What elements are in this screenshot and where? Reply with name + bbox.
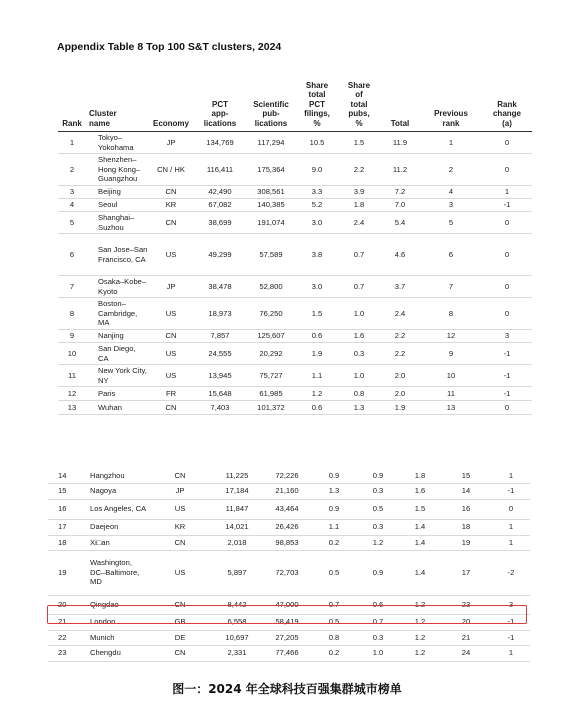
rank-cell: 15 bbox=[48, 483, 82, 499]
scientific-publications-cell: 57,589 bbox=[246, 234, 296, 276]
economy-cell: CN bbox=[148, 595, 212, 614]
pct-applications-cell: 67,082 bbox=[194, 199, 246, 212]
scientific-publications-cell: 72,226 bbox=[262, 469, 312, 483]
previous-rank-cell: 10 bbox=[420, 365, 482, 387]
total-cell: 1.2 bbox=[400, 630, 440, 645]
share-pct-cell: 10.5 bbox=[296, 132, 338, 154]
header-previous-rank: Previous rank bbox=[420, 70, 482, 132]
share-pubs-cell: 0.3 bbox=[356, 483, 400, 499]
share-pct-cell: 0.5 bbox=[312, 614, 356, 630]
economy-cell: CN bbox=[148, 186, 194, 199]
rank-change-cell: 0 bbox=[492, 499, 530, 519]
scientific-publications-cell: 47,000 bbox=[262, 595, 312, 614]
previous-rank-cell: 24 bbox=[440, 645, 492, 661]
pct-applications-cell: 49,299 bbox=[194, 234, 246, 276]
scientific-publications-cell: 98,853 bbox=[262, 535, 312, 550]
economy-cell: US bbox=[148, 343, 194, 365]
scientific-publications-cell: 77,466 bbox=[262, 645, 312, 661]
pct-applications-cell: 5,897 bbox=[212, 550, 262, 595]
share-pct-cell: 0.6 bbox=[296, 401, 338, 415]
share-pct-cell: 9.0 bbox=[296, 154, 338, 186]
economy-cell: GB bbox=[148, 614, 212, 630]
share-pubs-cell: 0.7 bbox=[338, 234, 380, 276]
figure-caption: 图一：2024 年全球科技百强集群城市榜单 bbox=[172, 682, 402, 696]
share-pubs-cell: 1.6 bbox=[338, 330, 380, 343]
table-row bbox=[48, 499, 530, 519]
pct-applications-cell: 38,699 bbox=[194, 212, 246, 234]
previous-rank-cell: 1 bbox=[420, 132, 482, 154]
share-pct-cell: 1.5 bbox=[296, 298, 338, 330]
share-pct-cell: 0.9 bbox=[312, 469, 356, 483]
pct-applications-cell: 7,403 bbox=[194, 401, 246, 415]
rank-change-cell: 0 bbox=[482, 154, 532, 186]
rank-change-cell: 3 bbox=[482, 330, 532, 343]
previous-rank-cell: 16 bbox=[440, 499, 492, 519]
scientific-publications-cell: 75,727 bbox=[246, 365, 296, 387]
rank-change-cell: -1 bbox=[492, 630, 530, 645]
pct-applications-cell: 14,021 bbox=[212, 519, 262, 535]
scientific-publications-cell: 175,364 bbox=[246, 154, 296, 186]
header-share-pct: Share total PCT filings, % bbox=[296, 70, 338, 132]
share-pubs-cell: 0.7 bbox=[356, 614, 400, 630]
scientific-publications-cell: 308,561 bbox=[246, 186, 296, 199]
pct-applications-cell: 116,411 bbox=[194, 154, 246, 186]
rank-cell: 11 bbox=[58, 365, 86, 387]
share-pct-cell: 3.8 bbox=[296, 234, 338, 276]
total-cell: 1.2 bbox=[400, 645, 440, 661]
cluster-name-cell: Hangzhou bbox=[82, 469, 148, 483]
pct-applications-cell: 38,478 bbox=[194, 276, 246, 298]
previous-rank-cell: 8 bbox=[420, 298, 482, 330]
share-pct-cell: 0.7 bbox=[312, 595, 356, 614]
scientific-publications-cell: 20,292 bbox=[246, 343, 296, 365]
economy-cell: US bbox=[148, 298, 194, 330]
scientific-publications-cell: 191,074 bbox=[246, 212, 296, 234]
total-cell: 1.4 bbox=[400, 519, 440, 535]
economy-cell: CN bbox=[148, 645, 212, 661]
share-pct-cell: 1.2 bbox=[296, 387, 338, 401]
rank-cell: 10 bbox=[58, 343, 86, 365]
rank-cell: 13 bbox=[58, 401, 86, 415]
pct-applications-cell: 134,769 bbox=[194, 132, 246, 154]
share-pubs-cell: 2.2 bbox=[338, 154, 380, 186]
rank-cell: 18 bbox=[48, 535, 82, 550]
total-cell: 5.4 bbox=[380, 212, 420, 234]
table-row bbox=[58, 186, 532, 199]
rank-cell: 5 bbox=[58, 212, 86, 234]
rank-cell: 14 bbox=[48, 469, 82, 483]
share-pct-cell: 0.5 bbox=[312, 550, 356, 595]
table-row bbox=[58, 365, 532, 387]
cluster-name-cell: Nagoya bbox=[82, 483, 148, 499]
pct-applications-cell: 6,558 bbox=[212, 614, 262, 630]
share-pct-cell: 0.9 bbox=[312, 499, 356, 519]
share-pct-cell: 0.2 bbox=[312, 535, 356, 550]
share-pubs-cell: 0.9 bbox=[356, 550, 400, 595]
pct-applications-cell: 2,018 bbox=[212, 535, 262, 550]
share-pct-cell: 1.9 bbox=[296, 343, 338, 365]
cluster-name-cell: Chengdu bbox=[82, 645, 148, 661]
total-cell: 7.2 bbox=[380, 186, 420, 199]
total-cell: 3.7 bbox=[380, 276, 420, 298]
share-pubs-cell: 0.7 bbox=[338, 276, 380, 298]
share-pubs-cell: 1.0 bbox=[338, 298, 380, 330]
economy-cell: CN bbox=[148, 212, 194, 234]
rank-cell: 12 bbox=[58, 387, 86, 401]
pct-applications-cell: 42,490 bbox=[194, 186, 246, 199]
rank-cell: 8 bbox=[58, 298, 86, 330]
rank-change-cell: 1 bbox=[492, 519, 530, 535]
scientific-publications-cell: 140,385 bbox=[246, 199, 296, 212]
header-row bbox=[58, 70, 532, 132]
economy-cell: CN bbox=[148, 469, 212, 483]
total-cell: 2.2 bbox=[380, 330, 420, 343]
cluster-name-cell: Xi□an bbox=[82, 535, 148, 550]
scientific-publications-cell: 21,160 bbox=[262, 483, 312, 499]
table-row bbox=[48, 550, 530, 595]
share-pct-cell: 1.3 bbox=[312, 483, 356, 499]
table-row bbox=[48, 519, 530, 535]
economy-cell: DE bbox=[148, 630, 212, 645]
table-row bbox=[58, 132, 532, 154]
table-row bbox=[58, 401, 532, 415]
share-pubs-cell: 1.3 bbox=[338, 401, 380, 415]
scientific-publications-cell: 125,607 bbox=[246, 330, 296, 343]
economy-cell: US bbox=[148, 365, 194, 387]
previous-rank-cell: 12 bbox=[420, 330, 482, 343]
total-cell: 11.9 bbox=[380, 132, 420, 154]
rank-change-cell: 0 bbox=[482, 212, 532, 234]
table-row bbox=[58, 330, 532, 343]
cluster-name-cell: Los Angeles, CA bbox=[82, 499, 148, 519]
header-rank: Rank bbox=[58, 70, 86, 132]
table-row bbox=[48, 483, 530, 499]
rank-cell: 6 bbox=[58, 234, 86, 276]
share-pubs-cell: 0.8 bbox=[338, 387, 380, 401]
total-cell: 1.8 bbox=[400, 469, 440, 483]
economy-cell: KR bbox=[148, 519, 212, 535]
total-cell: 2.2 bbox=[380, 343, 420, 365]
share-pct-cell: 3.0 bbox=[296, 212, 338, 234]
rank-change-cell: 0 bbox=[482, 276, 532, 298]
scientific-publications-cell: 27,205 bbox=[262, 630, 312, 645]
total-cell: 1.5 bbox=[400, 499, 440, 519]
share-pct-cell: 0.8 bbox=[312, 630, 356, 645]
rank-change-cell: -2 bbox=[492, 550, 530, 595]
pct-applications-cell: 24,555 bbox=[194, 343, 246, 365]
previous-rank-cell: 20 bbox=[440, 614, 492, 630]
rank-change-cell: -1 bbox=[482, 199, 532, 212]
scientific-publications-cell: 76,250 bbox=[246, 298, 296, 330]
rank-change-cell: 1 bbox=[492, 469, 530, 483]
economy-cell: KR bbox=[148, 199, 194, 212]
share-pubs-cell: 1.2 bbox=[356, 535, 400, 550]
share-pct-cell: 1.1 bbox=[312, 519, 356, 535]
economy-cell: US bbox=[148, 550, 212, 595]
total-cell: 1.4 bbox=[400, 550, 440, 595]
table-row bbox=[58, 343, 532, 365]
share-pubs-cell: 0.5 bbox=[356, 499, 400, 519]
header-economy: Economy bbox=[148, 70, 194, 132]
rank-change-cell: -1 bbox=[492, 483, 530, 499]
rank-change-cell: 3 bbox=[492, 595, 530, 614]
total-cell: 1.6 bbox=[400, 483, 440, 499]
total-cell: 11.2 bbox=[380, 154, 420, 186]
rank-change-cell: -1 bbox=[482, 343, 532, 365]
rank-cell: 16 bbox=[48, 499, 82, 519]
header-share-pubs: Share of total pubs, % bbox=[338, 70, 380, 132]
table-row bbox=[48, 630, 530, 645]
cluster-name-cell: London bbox=[82, 614, 148, 630]
share-pct-cell: 0.6 bbox=[296, 330, 338, 343]
table-row bbox=[48, 469, 530, 483]
previous-rank-cell: 21 bbox=[440, 630, 492, 645]
cluster-name-cell: Paris bbox=[86, 387, 148, 401]
scientific-publications-cell: 43,464 bbox=[262, 499, 312, 519]
previous-rank-cell: 19 bbox=[440, 535, 492, 550]
share-pubs-cell: 3.9 bbox=[338, 186, 380, 199]
pct-applications-cell: 10,697 bbox=[212, 630, 262, 645]
rank-change-cell: -1 bbox=[482, 387, 532, 401]
pct-applications-cell: 11,847 bbox=[212, 499, 262, 519]
cluster-name-cell: Shenzhen–Hong Kong–Guangzhou bbox=[86, 154, 148, 186]
cluster-name-cell: Shanghai–Suzhou bbox=[86, 212, 148, 234]
rank-cell: 2 bbox=[58, 154, 86, 186]
table-row bbox=[58, 387, 532, 401]
table-row bbox=[58, 298, 532, 330]
share-pubs-cell: 1.0 bbox=[338, 365, 380, 387]
header-pct-applications: PCT app- lications bbox=[194, 70, 246, 132]
rank-change-cell: 0 bbox=[482, 132, 532, 154]
cluster-name-cell: Munich bbox=[82, 630, 148, 645]
economy-cell: JP bbox=[148, 132, 194, 154]
table-row bbox=[58, 199, 532, 212]
total-cell: 1.9 bbox=[380, 401, 420, 415]
rank-change-cell: 0 bbox=[482, 401, 532, 415]
rank-change-cell: 1 bbox=[482, 186, 532, 199]
total-cell: 7.0 bbox=[380, 199, 420, 212]
rank-cell: 22 bbox=[48, 630, 82, 645]
scientific-publications-cell: 61,985 bbox=[246, 387, 296, 401]
rank-cell: 17 bbox=[48, 519, 82, 535]
economy-cell: CN / HK bbox=[148, 154, 194, 186]
share-pubs-cell: 0.3 bbox=[356, 519, 400, 535]
pct-applications-cell: 2,331 bbox=[212, 645, 262, 661]
total-cell: 2.0 bbox=[380, 365, 420, 387]
economy-cell: US bbox=[148, 499, 212, 519]
rank-cell: 19 bbox=[48, 550, 82, 595]
share-pct-cell: 0.2 bbox=[312, 645, 356, 661]
cluster-name-cell: Beijing bbox=[86, 186, 148, 199]
economy-cell: JP bbox=[148, 483, 212, 499]
share-pubs-cell: 0.3 bbox=[356, 630, 400, 645]
rank-cell: 3 bbox=[58, 186, 86, 199]
total-cell: 1.2 bbox=[400, 595, 440, 614]
share-pubs-cell: 0.6 bbox=[356, 595, 400, 614]
table-row bbox=[58, 212, 532, 234]
share-pct-cell: 5.2 bbox=[296, 199, 338, 212]
previous-rank-cell: 11 bbox=[420, 387, 482, 401]
scientific-publications-cell: 101,372 bbox=[246, 401, 296, 415]
share-pct-cell: 3.3 bbox=[296, 186, 338, 199]
previous-rank-cell: 2 bbox=[420, 154, 482, 186]
share-pubs-cell: 1.8 bbox=[338, 199, 380, 212]
previous-rank-cell: 4 bbox=[420, 186, 482, 199]
rank-cell: 9 bbox=[58, 330, 86, 343]
rank-change-cell: -1 bbox=[482, 365, 532, 387]
previous-rank-cell: 15 bbox=[440, 469, 492, 483]
total-cell: 2.0 bbox=[380, 387, 420, 401]
economy-cell: US bbox=[148, 234, 194, 276]
pct-applications-cell: 15,648 bbox=[194, 387, 246, 401]
share-pubs-cell: 1.5 bbox=[338, 132, 380, 154]
cluster-name-cell: Qingdao bbox=[82, 595, 148, 614]
header-total: Total bbox=[380, 70, 420, 132]
clusters-table-bottom bbox=[48, 469, 530, 662]
economy-cell: FR bbox=[148, 387, 194, 401]
economy-cell: CN bbox=[148, 330, 194, 343]
previous-rank-cell: 14 bbox=[440, 483, 492, 499]
table-row bbox=[48, 645, 530, 661]
share-pct-cell: 3.0 bbox=[296, 276, 338, 298]
total-cell: 1.4 bbox=[400, 535, 440, 550]
cluster-name-cell: Boston–Cambridge, MA bbox=[86, 298, 148, 330]
top-table-body bbox=[58, 132, 532, 415]
qingdao-highlight-box bbox=[47, 605, 527, 624]
cluster-name-cell: Nanjing bbox=[86, 330, 148, 343]
scientific-publications-cell: 58,419 bbox=[262, 614, 312, 630]
table-row bbox=[58, 276, 532, 298]
rank-cell: 4 bbox=[58, 199, 86, 212]
rank-change-cell: 1 bbox=[492, 535, 530, 550]
economy-cell: JP bbox=[148, 276, 194, 298]
total-cell: 2.4 bbox=[380, 298, 420, 330]
header-rank-change: Rank change (a) bbox=[482, 70, 532, 132]
previous-rank-cell: 13 bbox=[420, 401, 482, 415]
scientific-publications-cell: 52,800 bbox=[246, 276, 296, 298]
rank-cell: 23 bbox=[48, 645, 82, 661]
previous-rank-cell: 18 bbox=[440, 519, 492, 535]
cluster-name-cell: San Diego, CA bbox=[86, 343, 148, 365]
table-row bbox=[48, 535, 530, 550]
rank-change-cell: 0 bbox=[482, 234, 532, 276]
previous-rank-cell: 7 bbox=[420, 276, 482, 298]
clusters-table-top bbox=[58, 70, 532, 415]
pct-applications-cell: 18,973 bbox=[194, 298, 246, 330]
share-pubs-cell: 0.9 bbox=[356, 469, 400, 483]
rank-cell: 20 bbox=[48, 595, 82, 614]
cluster-name-cell: Tokyo–Yokohama bbox=[86, 132, 148, 154]
previous-rank-cell: 5 bbox=[420, 212, 482, 234]
rank-change-cell: -1 bbox=[492, 614, 530, 630]
economy-cell: CN bbox=[148, 401, 194, 415]
cluster-name-cell: Seoul bbox=[86, 199, 148, 212]
bottom-table-body bbox=[48, 469, 530, 661]
cluster-name-cell: Washington, DC–Baltimore, MD bbox=[82, 550, 148, 595]
cluster-name-cell: Daejeon bbox=[82, 519, 148, 535]
previous-rank-cell: 9 bbox=[420, 343, 482, 365]
share-pct-cell: 1.1 bbox=[296, 365, 338, 387]
cluster-name-cell: Osaka–Kobe–Kyoto bbox=[86, 276, 148, 298]
total-cell: 1.2 bbox=[400, 614, 440, 630]
economy-cell: CN bbox=[148, 535, 212, 550]
previous-rank-cell: 3 bbox=[420, 199, 482, 212]
cluster-name-cell: San Jose–San Francisco, CA bbox=[86, 234, 148, 276]
pct-applications-cell: 8,442 bbox=[212, 595, 262, 614]
rank-cell: 1 bbox=[58, 132, 86, 154]
share-pubs-cell: 0.3 bbox=[338, 343, 380, 365]
pct-applications-cell: 7,857 bbox=[194, 330, 246, 343]
previous-rank-cell: 23 bbox=[440, 595, 492, 614]
table-row bbox=[58, 234, 532, 276]
pct-applications-cell: 11,225 bbox=[212, 469, 262, 483]
cluster-name-cell: Wuhan bbox=[86, 401, 148, 415]
share-pubs-cell: 1.0 bbox=[356, 645, 400, 661]
table-title: Appendix Table 8 Top 100 S&T clusters, 2024 bbox=[57, 41, 282, 53]
rank-cell: 21 bbox=[48, 614, 82, 630]
total-cell: 4.6 bbox=[380, 234, 420, 276]
scientific-publications-cell: 26,426 bbox=[262, 519, 312, 535]
pct-applications-cell: 13,945 bbox=[194, 365, 246, 387]
cluster-name-cell: New York City, NY bbox=[86, 365, 148, 387]
share-pubs-cell: 2.4 bbox=[338, 212, 380, 234]
previous-rank-cell: 6 bbox=[420, 234, 482, 276]
pct-applications-cell: 17,184 bbox=[212, 483, 262, 499]
table-row bbox=[58, 154, 532, 186]
scientific-publications-cell: 72,703 bbox=[262, 550, 312, 595]
previous-rank-cell: 17 bbox=[440, 550, 492, 595]
header-scientific-publications: Scientific pub- lications bbox=[246, 70, 296, 132]
rank-cell: 7 bbox=[58, 276, 86, 298]
rank-change-cell: 1 bbox=[492, 645, 530, 661]
scientific-publications-cell: 117,294 bbox=[246, 132, 296, 154]
header-cluster-name: Cluster name bbox=[86, 70, 148, 132]
rank-change-cell: 0 bbox=[482, 298, 532, 330]
